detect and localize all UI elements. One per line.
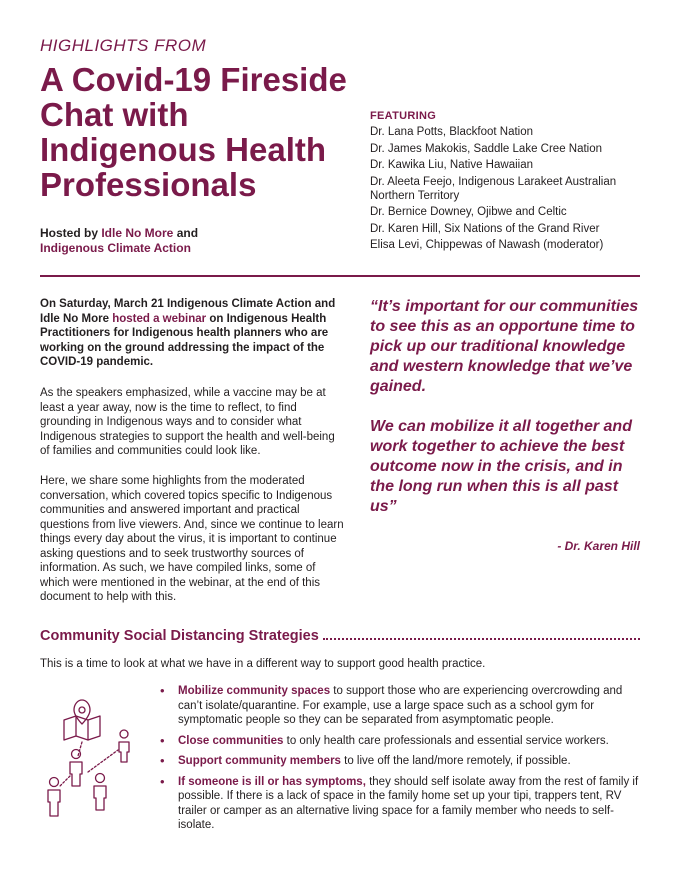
header-divider [40,275,640,277]
list-item [160,734,640,749]
section-intro: This is a time to look at what we have in a different way to support good health practice. [40,658,486,670]
host-link-indigenous-climate-action[interactable]: Indigenous Climate Action [40,241,191,255]
featuring-panel [370,110,660,255]
page-title: A Covid-19 Fireside Chat with Indigenous Health Professionals [40,61,347,203]
list-item-text: to live off the land/more remotely, if possible. [340,755,571,767]
list-item [160,775,640,833]
list-item-lead: Support community members [178,755,341,767]
featuring-person: Dr. Karen Hill, Six Nations of the Grand River [370,222,600,235]
intro-paragraph [40,297,345,370]
body-paragraph: Here, we share some highlights from the moderated conversation, which covered topics specific to Indigenous communities and answered important and practical questions from live viewers. And, since we continue to learn things every day about the virus, it is important to continue asking questions and to seek trustworthy sources of information. As such, we have compiled links, some of which were mentioned in the webinar, at the end of this document to help with this. [40,475,344,603]
webinar-link[interactable]: hosted a webinar [112,312,207,325]
intro-text-end: on Indigenous Health Practitioners for Indigenous health planners who are working on the ground addressing the impact of the COVID-19 pandemic. [40,312,329,368]
hosted-prefix: Hosted by [40,226,102,240]
pull-quote-part2: We can mobilize it all together and work together to achieve the best outcome now in the crisis, and in the long run when this is all past us” [370,418,632,515]
host-link-idle-no-more[interactable]: Idle No More [101,226,174,240]
list-item-lead: If someone is ill or has symptoms, [178,775,366,788]
list-item-text: to only health care professionals and essential service workers. [283,734,609,747]
social-distancing-icon [40,690,140,830]
strategy-list [160,684,640,839]
list-item [160,754,640,769]
section-heading [40,628,640,644]
featuring-person: Dr. Aleeta Feejo, Indigenous Larakeet Australian Northern Territory [370,175,617,202]
kicker: HIGHLIGHTS FROM [40,36,207,55]
hosted-by [40,226,360,256]
featuring-person: Elisa Levi, Chippewas of Nawash (moderator) [370,239,604,251]
intro-text-start: On Saturday, March 21 Indigenous Climate Action and Idle No More [40,298,336,325]
list-item-text: they should self isolate away from the rest of family if possible. If there is a lack of space in the family home set up your tipi, trappers tent, RV trailer or camper as an alternative living space for a family member who needs to self-isolate. [178,775,639,831]
list-item-text: to support those who are experiencing overcrowding and can’t isolate/quarantine. For example, use a large space such as a school gym for symptomatic people so they can be separated from asymptomatic people. [178,685,623,726]
quote-attribution: - Dr. Karen Hill [557,539,640,553]
list-item-lead: Close communities [178,734,284,747]
dotted-leader [323,630,640,640]
featuring-person: Dr. James Makokis, Saddle Lake Cree Nation [370,142,603,155]
pull-quote-part1: “It’s important for our communities to see this as an opportune time to pick up our traditional knowledge and western knowledge that we’ve gained. [370,298,639,395]
featuring-person: Dr. Kawika Liu, Native Hawaiian [370,159,533,171]
featuring-person: Dr. Bernice Downey, Ojibwe and Celtic [370,206,567,218]
featuring-label: FEATURING [370,110,437,122]
pull-quote [370,297,645,517]
section-title: Community Social Distancing Strategies [40,628,319,644]
featuring-person: Dr. Lana Potts, Blackfoot Nation [370,126,534,138]
list-item [160,684,640,728]
list-item-lead: Mobilize community spaces [178,685,331,697]
hosted-and: and [173,226,199,240]
body-paragraph: As the speakers emphasized, while a vaccine may be at least a year away, now is the time to reflect, to find grounding in Indigenous ways and to consider what Indigenous strategies to support the health and well-being of families and communities could look like. [40,387,335,457]
